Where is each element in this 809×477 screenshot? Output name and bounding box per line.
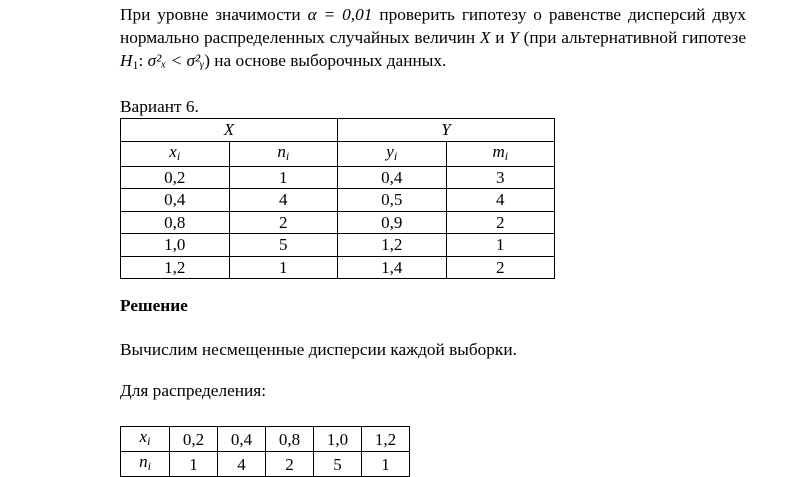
table-cell: 0,5 — [338, 189, 447, 212]
table-row — [121, 256, 555, 279]
problem-text: ) на основе выборочных данных. — [204, 51, 447, 70]
col-xi-header: $x_i$ — [121, 141, 230, 166]
table-group-row — [121, 119, 555, 142]
problem-text: и — [490, 28, 510, 47]
col-mi-header: $m_i$ — [446, 141, 555, 166]
solution-paragraph: Для распределения: — [120, 381, 266, 400]
problem-text: : — [138, 51, 148, 70]
table-row — [121, 166, 555, 189]
problem-paragraph — [120, 3, 746, 77]
hypothesis-formula: σ²ₓ < σ²ᵧ — [147, 51, 205, 70]
problem-statement — [120, 3, 746, 77]
table-cell: 1 — [170, 452, 218, 477]
table-cell: 1,2 — [362, 427, 410, 452]
table-cell: 1 — [229, 166, 338, 189]
table-cell: 0,4 — [218, 427, 266, 452]
solution-heading: Решение — [120, 296, 188, 315]
col-yi-header: $y_i$ — [338, 141, 447, 166]
table-cell: 0,2 — [170, 427, 218, 452]
table-cell: 3 — [446, 166, 555, 189]
table-cell: 1 — [229, 256, 338, 279]
table-row — [121, 427, 410, 452]
table-row — [121, 452, 410, 477]
table-cell: 2 — [229, 211, 338, 234]
table-cell: 1,2 — [338, 234, 447, 257]
table-cell: 5 — [229, 234, 338, 257]
row-ni-label: $n_i$ — [121, 452, 170, 477]
table-cell: 1,4 — [338, 256, 447, 279]
group-x-header: X — [121, 119, 338, 142]
table-row — [121, 234, 555, 257]
table-cell: 0,8 — [121, 211, 230, 234]
table-cell: 4 — [229, 189, 338, 212]
hypothesis-subscript: 1 — [132, 58, 139, 72]
hypothesis-symbol: H — [120, 51, 133, 70]
table-cell: 1 — [362, 452, 410, 477]
alpha-value: α = 0,01 — [307, 5, 373, 24]
var-x: X — [479, 28, 491, 47]
table-cell: 0,9 — [338, 211, 447, 234]
table-cell: 2 — [266, 452, 314, 477]
table-column-header-row — [121, 141, 555, 166]
table-cell: 1,0 — [314, 427, 362, 452]
group-y-header: Y — [338, 119, 555, 142]
table-cell: 0,4 — [338, 166, 447, 189]
table-cell: 1,2 — [121, 256, 230, 279]
sample-data-table — [120, 118, 555, 279]
col-ni-header: $n_i$ — [229, 141, 338, 166]
row-xi-label: $x_i$ — [121, 427, 170, 452]
table-cell: 0,8 — [266, 427, 314, 452]
table-cell: 4 — [218, 452, 266, 477]
table-cell: 5 — [314, 452, 362, 477]
table-row — [121, 211, 555, 234]
solution-paragraph: Вычислим несмещенные дисперсии каждой выборки. — [120, 340, 517, 359]
problem-text: При уровне значимости — [120, 5, 308, 24]
table-cell: 1,0 — [121, 234, 230, 257]
table-cell: 0,4 — [121, 189, 230, 212]
table-cell: 1 — [446, 234, 555, 257]
problem-text: (при альтернативной гипотезе — [518, 28, 746, 47]
table-cell: 2 — [446, 256, 555, 279]
table-row — [121, 189, 555, 212]
variant-label: Вариант 6. — [120, 97, 199, 116]
table-cell: 4 — [446, 189, 555, 212]
table-cell: 0,2 — [121, 166, 230, 189]
distribution-table — [120, 426, 410, 477]
var-y: Y — [509, 28, 519, 47]
problem-text: проверить гипотезу о равенстве дисперсий двух нормально распределенных случайных величин — [120, 5, 746, 47]
table-cell: 2 — [446, 211, 555, 234]
